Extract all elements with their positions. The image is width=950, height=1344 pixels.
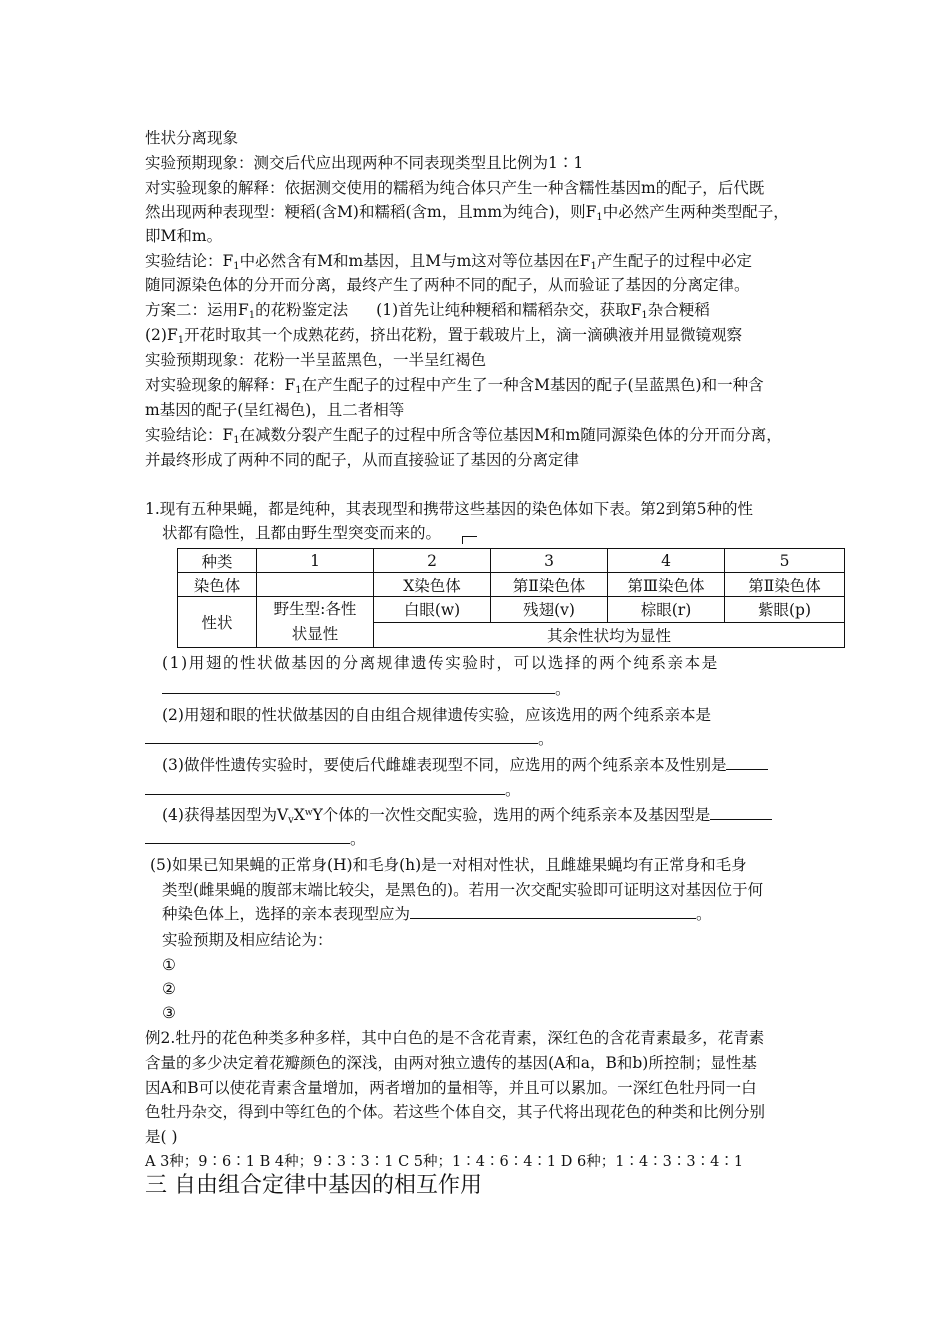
example-2-options: A 3种；9∶6∶1 B 4种；9∶3∶3∶1 C 5种；1∶4∶6∶4∶1 D 6种；1∶4∶3∶3∶4∶1 — [145, 1154, 744, 1170]
question-1-part-5: 种染色体上，选择的亲本表现型应为 。 — [162, 905, 712, 923]
table-cell: 紫眼(p) — [725, 597, 845, 623]
text-line: 然出现两种表现型：粳稻(含M)和糯稻(含m，且mm为纯合)，则$F_1$中必然产生两种类型配子， — [145, 203, 789, 223]
text-line: 实验预期现象：花粉一半呈蓝黑色，一半呈红褐色 — [145, 351, 487, 369]
table-cell: X染色体 — [374, 573, 491, 597]
table-cell: 3 — [491, 549, 608, 573]
text-line: 方案二：运用$F_1$的花粉鉴定法 (1)首先让纯种粳稻和糯稻杂交，获取$F_1$杂合粳稻 — [145, 301, 710, 321]
question-1-part-2: (2)用翅和眼的性状做基因的自由组合规律遗传实验，应该选用的两个纯系亲本是 — [162, 706, 711, 724]
text-line: $(2)F_1$开花时取其一个成熟花药，挤出花粉，置于载玻片上，滴一滴碘液并用显微镜观察 — [145, 326, 743, 346]
answer-blank — [410, 903, 696, 919]
fruit-fly-table — [177, 548, 845, 648]
answer-blank — [145, 779, 505, 795]
example-2-text: 色牡丹杂交，得到中等红色的个体。若这些个体自交，其子代将出现花色的种类和比例分别 — [145, 1103, 766, 1121]
table-row — [178, 597, 845, 623]
text-line: 并最终形成了两种不同的配子，从而直接验证了基因的分离定律 — [145, 451, 580, 469]
question-1-part-5: (5)如果已知果蝇的正常身(H)和毛身(h)是一对相对性状，且雌雄果蝇均有正常身和毛身 — [150, 856, 747, 874]
table-cell: 其余性状均为显性 — [374, 622, 845, 648]
table-cell: 第Ⅱ染色体 — [491, 573, 608, 597]
example-2-text: 例2.牡丹的花色种类多种多样，其中白色的是不含花青素，深红色的含花青素最多，花青素 — [145, 1029, 765, 1047]
table-cell: 第Ⅲ染色体 — [608, 573, 725, 597]
table-row — [178, 549, 845, 573]
text-line: 实验结论：$F_1$中必然含有M和m基因，且M与m这对等位基因在$F_1$产生配子的过程中必定 — [145, 252, 752, 272]
answer-blank — [145, 828, 350, 844]
table-cell: 2 — [374, 549, 491, 573]
answer-blank — [726, 754, 768, 770]
answer-blank — [710, 804, 772, 820]
answer-blank — [162, 678, 555, 694]
question-1-part-3: (3)做伴性遗传实验时，要使后代雌雄表现型不同，应选用的两个纯系亲本及性别是 — [162, 754, 768, 776]
table-cell — [257, 573, 374, 597]
example-2-text: 是( ) — [145, 1128, 178, 1146]
wild-type-text: 野生型:各性 — [273, 600, 357, 618]
text-line: 对实验现象的解释：依据测交使用的糯稻为纯合体只产生一种含糯性基因m的配子，后代既 — [145, 179, 765, 197]
corner-mark — [462, 536, 477, 544]
conclusion-item-2: ② — [162, 980, 176, 998]
table-row — [178, 573, 845, 597]
example-2-text: 因A和B可以使花青素含量增加，两者增加的量相等，并且可以累加。一深红色牡丹同一白 — [145, 1079, 757, 1097]
question-1-part-1: (1)用翅的性状做基因的分离规律遗传实验时，可以选择的两个纯系亲本是 — [162, 654, 719, 672]
text-line: m基因的配子(呈红褐色)，且二者相等 — [145, 401, 405, 419]
question-1-intro: 状都有隐性，且都由野生型突变而来的。 — [162, 524, 442, 542]
table-cell: 棕眼(r) — [608, 597, 725, 623]
table-cell: 4 — [608, 549, 725, 573]
wild-type-text: 状显性 — [291, 625, 339, 643]
expectation-label: 实验预期及相应结论为： — [162, 931, 333, 949]
question-1-part-5: 类型(雌果蝇的腹部末端比较尖，是黑色的)。若用一次交配实验即可证明这对基因位于何 — [162, 881, 764, 899]
table-header-species: 种类 — [178, 549, 257, 573]
text-line: 实验预期现象：测交后代应出现两种不同表现类型且比例为1∶1 — [145, 154, 584, 172]
table-cell: 白眼(w) — [374, 597, 491, 623]
answer-line: 。 — [145, 828, 366, 850]
example-2-text: 含量的多少决定着花瓣颜色的深浅，由两对独立遗传的基因(A和a，B和b)所控制；显性基 — [145, 1054, 757, 1072]
section-heading: 三 自由组合定律中基因的相互作用 — [145, 1173, 482, 1198]
answer-blank — [145, 728, 538, 744]
table-cell-wild-type — [257, 597, 374, 648]
answer-line: 。 — [145, 779, 521, 801]
answer-line: 。 — [145, 728, 554, 750]
answer-line: 。 — [162, 678, 571, 700]
table-cell: 5 — [725, 549, 845, 573]
question-1-part-4: (4)获得基因型为$V_vX^wY$个体的一次性交配实验，选用的两个纯系亲本及基因型是 — [162, 804, 772, 826]
text-line: 性状分离现象 — [145, 129, 239, 147]
table-header-chromosome: 染色体 — [178, 573, 257, 597]
text-line: 实验结论：$F_1$在减数分裂产生配子的过程中所含等位基因M和m随同源染色体的分开而分离， — [145, 426, 782, 446]
conclusion-item-3: ③ — [162, 1004, 176, 1022]
text-line: 即M和m。 — [145, 227, 223, 245]
question-1-intro: 1.现有五种果蝇，都是纯种，其表现型和携带这些基因的染色体如下表。第2到第5种的性 — [145, 500, 754, 518]
table-cell: 残翅(v) — [491, 597, 608, 623]
text-line: 对实验现象的解释：$F_1$在产生配子的过程中产生了一种含M基因的配子(呈蓝黑色)和一种含 — [145, 376, 764, 396]
table-cell: 1 — [257, 549, 374, 573]
conclusion-item-1: ① — [162, 956, 176, 974]
table-header-trait: 性状 — [178, 597, 257, 648]
table-cell: 第Ⅱ染色体 — [725, 573, 845, 597]
text-line: 随同源染色体的分开而分离，最终产生了两种不同的配子，从而验证了基因的分离定律。 — [145, 276, 750, 294]
